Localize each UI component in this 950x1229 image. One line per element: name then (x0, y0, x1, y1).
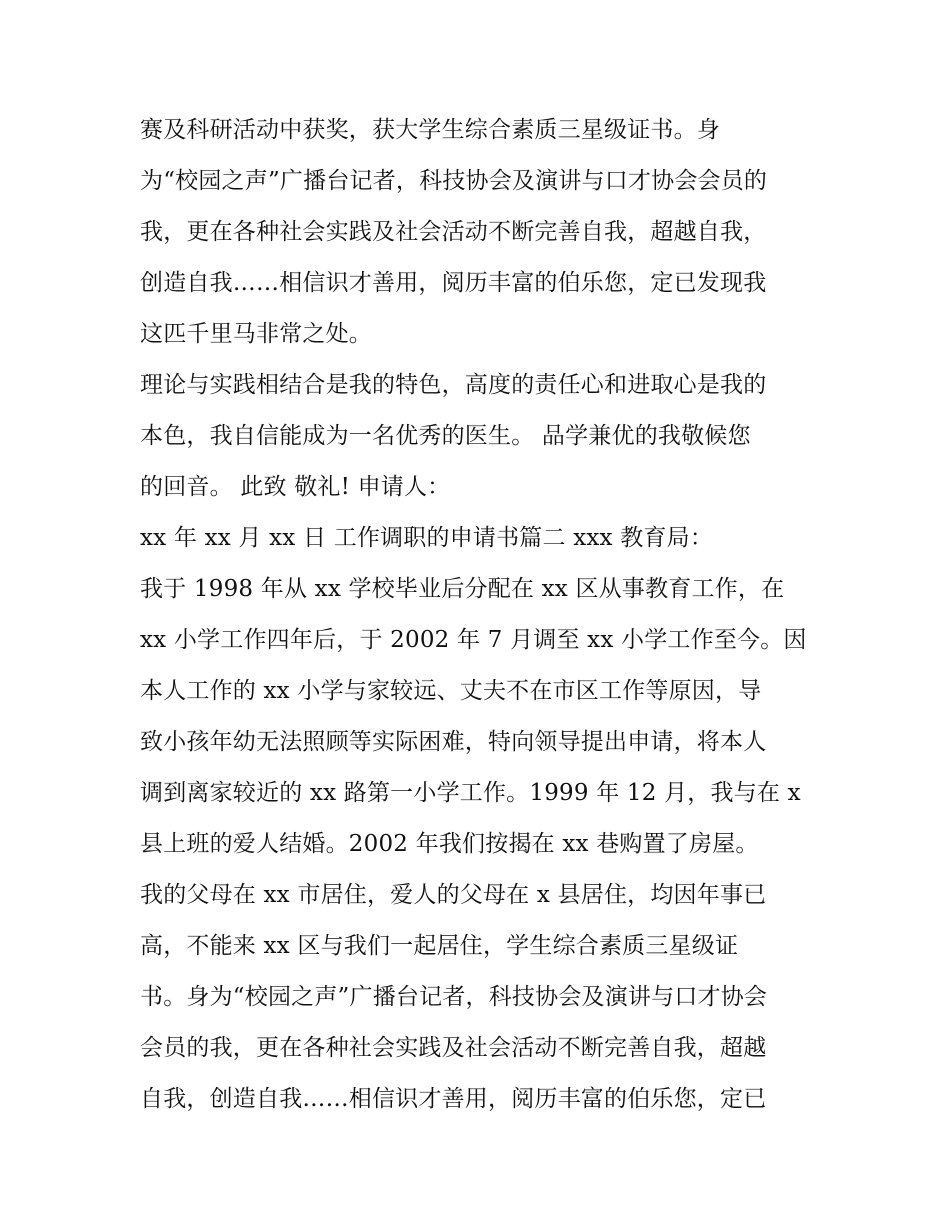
text-line: 赛及科研活动中获奖，获大学生综合素质三星级证书。身 (140, 117, 720, 143)
text-line: 县上班的爱人结婚。2002 年我们按揭在 xx 巷购置了房屋。 (140, 831, 759, 857)
text-line: 我于 1998 年从 xx 学校毕业后分配在 xx 区从事教育工作，在 (140, 576, 785, 602)
body-text (140, 105, 830, 1125)
text-line: 本人工作的 xx 小学与家较远、丈夫不在市区工作等原因，导 (140, 678, 762, 704)
text-line: 本色，我自信能成为一名优秀的医生。 品学兼优的我敬候您 (140, 423, 751, 449)
text-line: 调到离家较近的 xx 路第一小学工作。1999 年 12 月，我与在 x (140, 780, 801, 806)
text-line: xx 小学工作四年后，于 2002 年 7 月调至 xx 小学工作至今。因 (140, 627, 807, 653)
text-line: 的回音。 此致 敬礼! 申请人： (140, 474, 451, 500)
text-line: 这匹千里马非常之处。 (140, 321, 372, 347)
text-line: 书。身为“校园之声”广播台记者，科技协会及演讲与口才协会 (140, 984, 768, 1010)
text-line: 创造自我……相信识才善用，阅历丰富的伯乐您，定已发现我 (140, 270, 767, 296)
text-line: 理论与实践相结合是我的特色，高度的责任心和进取心是我的 (140, 372, 767, 398)
text-line: xx 年 xx 月 xx 日 工作调职的申请书篇二 xxx 教育局： (140, 525, 714, 551)
text-line: 我的父母在 xx 市居住，爱人的父母在 x 县居住，均因年事已 (140, 882, 767, 908)
text-line: 我，更在各种社会实践及社会活动不断完善自我，超越自我， (140, 219, 767, 245)
text-line: 为“校园之声”广播台记者，科技协会及演讲与口才协会会员的 (140, 168, 768, 194)
text-line: 高，不能来 xx 区与我们一起居住，学生综合素质三星级证 (140, 933, 739, 959)
text-line: 致小孩年幼无法照顾等实际困难，特向领导提出申请，将本人 (140, 729, 767, 755)
text-line: 会员的我，更在各种社会实践及社会活动不断完善自我，超越 (140, 1035, 767, 1061)
text-line: 自我，创造自我……相信识才善用，阅历丰富的伯乐您，定已 (140, 1086, 767, 1112)
